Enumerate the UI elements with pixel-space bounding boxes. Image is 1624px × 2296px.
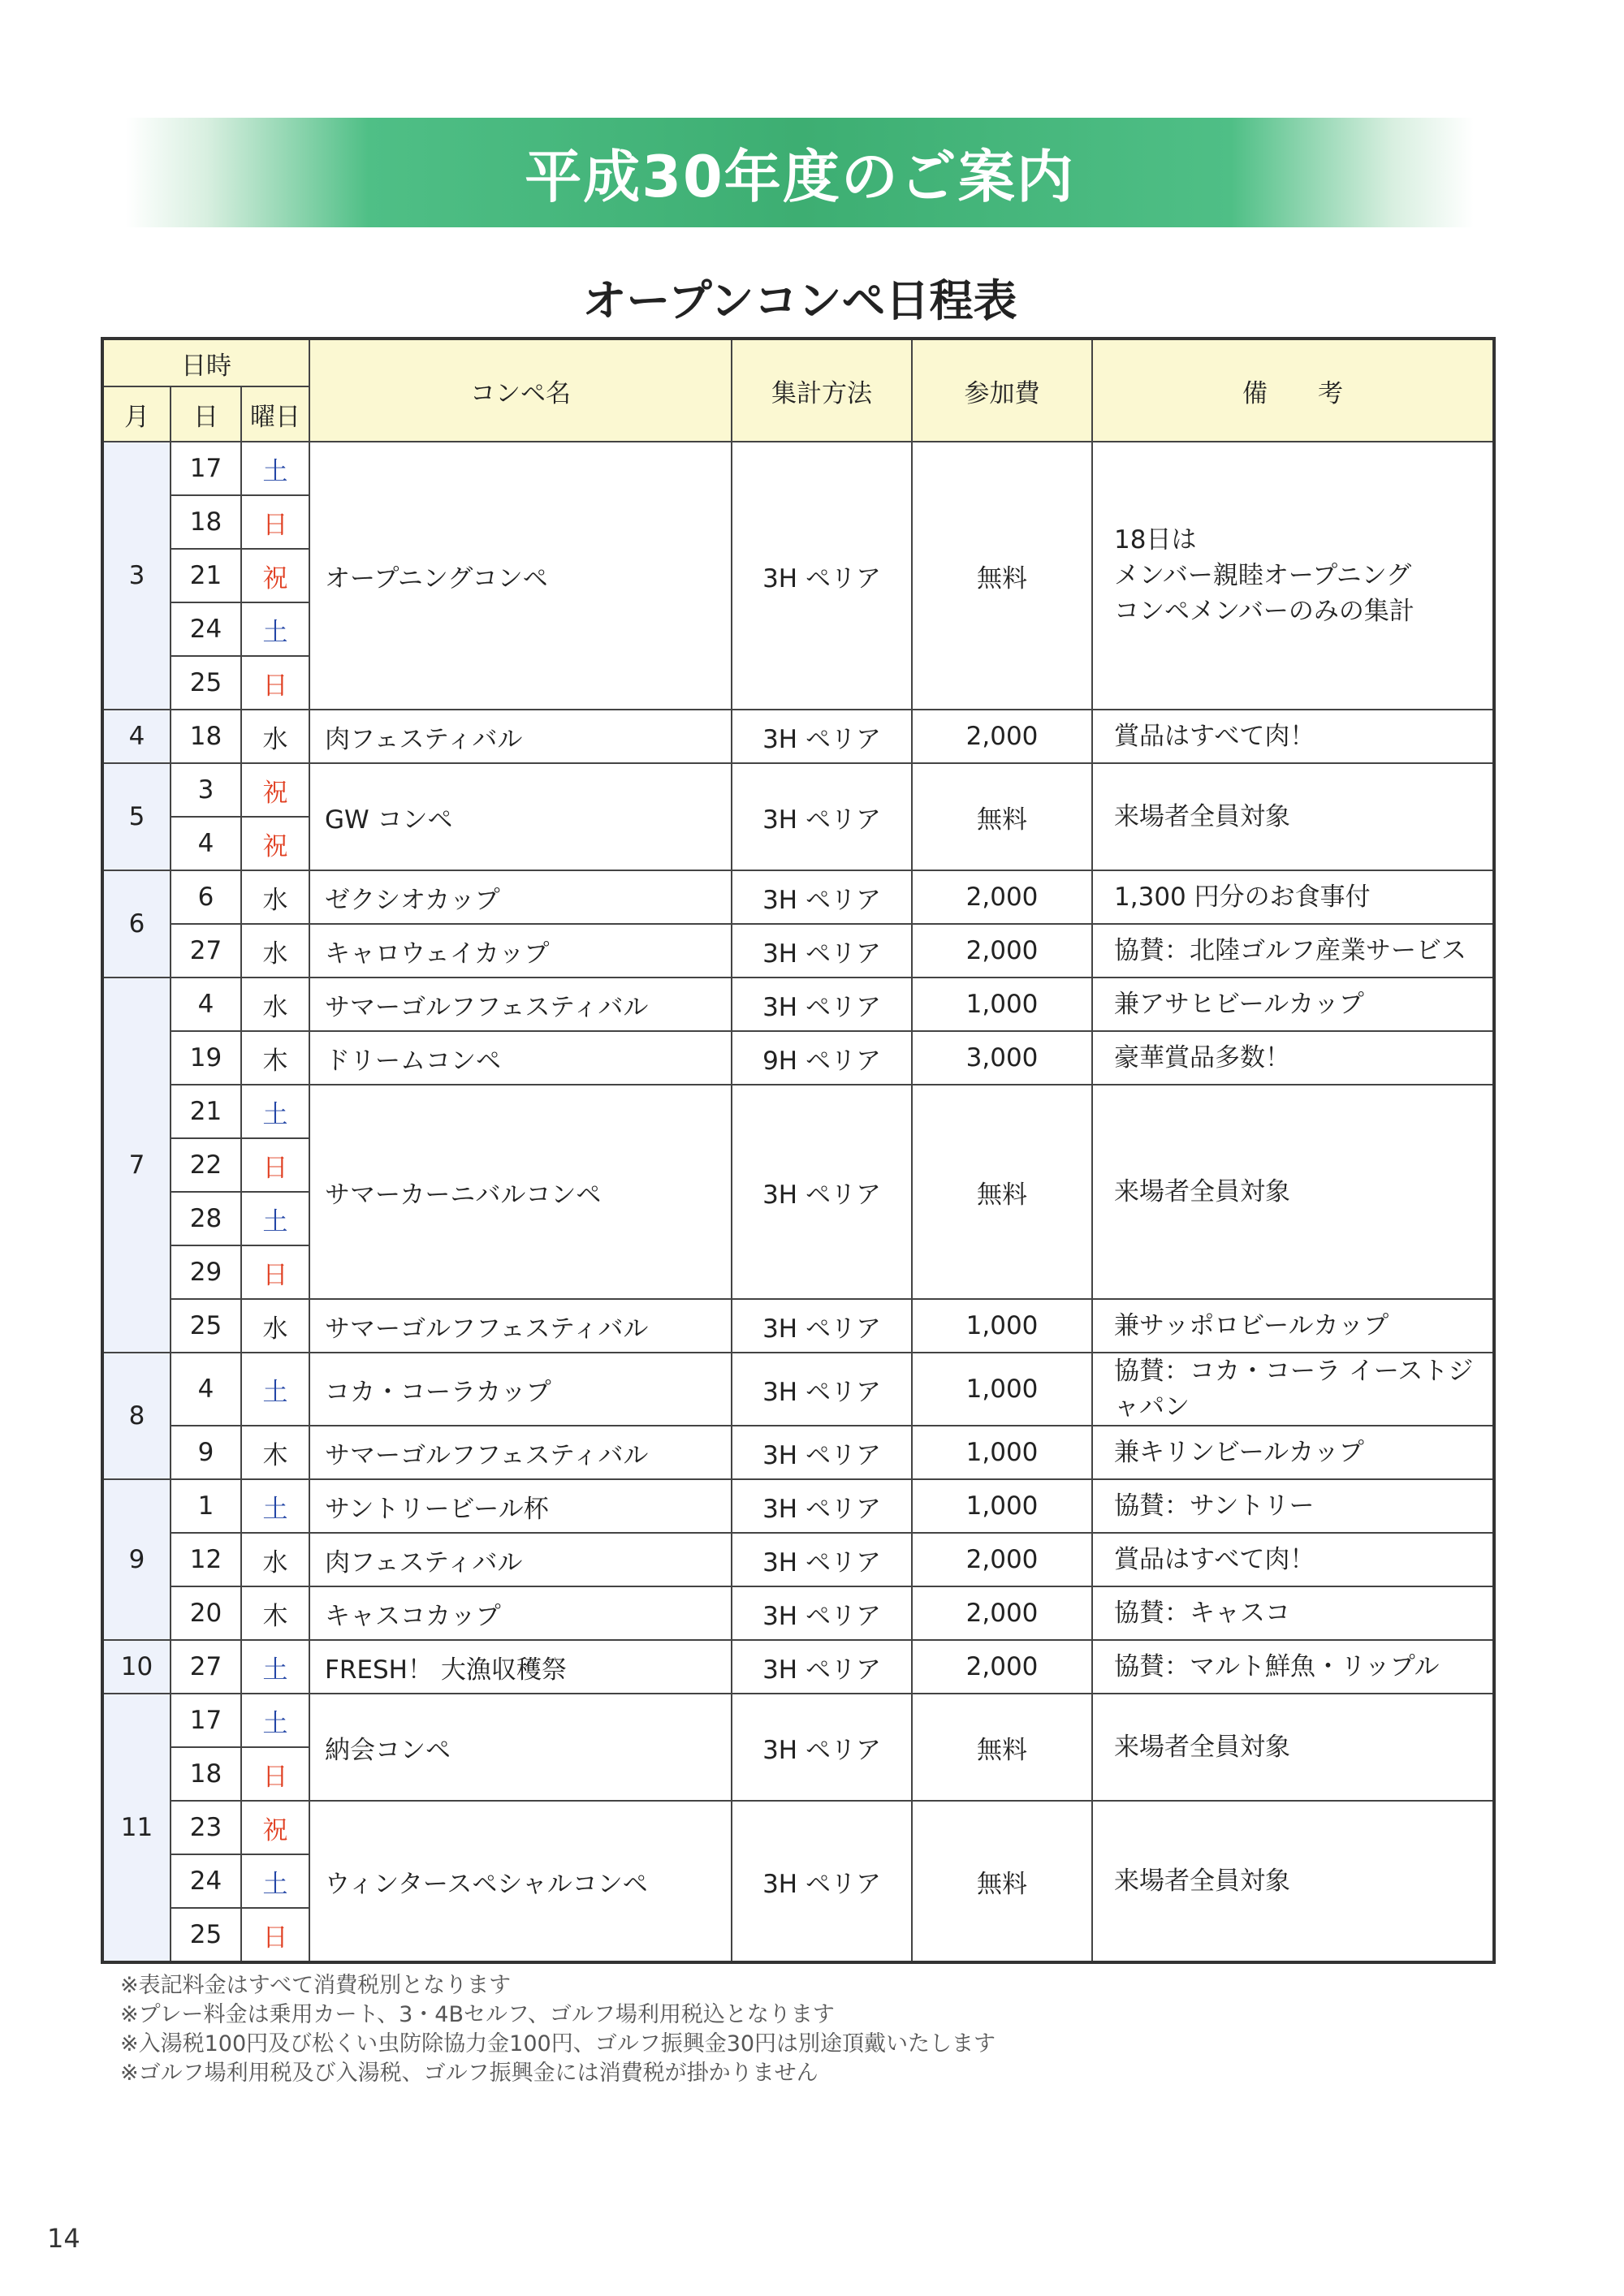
cell-day: 18 — [171, 710, 241, 763]
header-fee: 参加費 — [912, 339, 1092, 442]
table-row — [102, 1533, 1494, 1586]
cell-day: 24 — [171, 1854, 241, 1908]
cell-method: 3H ペリア — [732, 1426, 912, 1479]
cell-fee: 2,000 — [912, 1640, 1092, 1694]
cell-weekday: 水 — [241, 870, 309, 924]
cell-event-name: サマーゴルフフェスティバル — [309, 1299, 732, 1353]
cell-weekday: 日 — [241, 495, 309, 549]
header-day: 日 — [171, 386, 241, 442]
table-row — [102, 1694, 1494, 1747]
cell-weekday: 土 — [241, 1694, 309, 1747]
cell-note: 来場者全員対象 — [1092, 1801, 1494, 1962]
cell-method: 3H ペリア — [732, 1353, 912, 1426]
table-row — [102, 1299, 1494, 1353]
cell-day: 6 — [171, 870, 241, 924]
cell-day: 17 — [171, 1694, 241, 1747]
table-row — [102, 1479, 1494, 1533]
cell-fee: 無料 — [912, 442, 1092, 710]
cell-method: 3H ペリア — [732, 870, 912, 924]
cell-fee: 1,000 — [912, 1479, 1092, 1533]
table-row — [102, 978, 1494, 1031]
table-row — [102, 1353, 1494, 1426]
cell-month: 6 — [102, 870, 171, 978]
cell-event-name: キャスコカップ — [309, 1586, 732, 1640]
cell-event-name: GW コンペ — [309, 763, 732, 870]
cell-fee: 2,000 — [912, 924, 1092, 978]
cell-weekday: 水 — [241, 978, 309, 1031]
footnote: ※プレー料金は乗用カート、3・4Bセルフ、ゴルフ場利用税込となります — [120, 2002, 835, 2027]
table-row — [102, 1426, 1494, 1479]
cell-weekday: 日 — [241, 1747, 309, 1801]
cell-fee: 2,000 — [912, 1586, 1092, 1640]
cell-day: 18 — [171, 495, 241, 549]
cell-fee: 1,000 — [912, 1353, 1092, 1426]
cell-note: 兼キリンビールカップ — [1092, 1426, 1494, 1479]
cell-month: 10 — [102, 1640, 171, 1694]
cell-method: 3H ペリア — [732, 710, 912, 763]
cell-note: 18日は メンバー親睦オープニング コンペメンバーのみの集計 — [1092, 442, 1494, 710]
table-row — [102, 1586, 1494, 1640]
cell-day: 22 — [171, 1138, 241, 1192]
cell-weekday: 土 — [241, 1479, 309, 1533]
cell-day: 25 — [171, 1908, 241, 1962]
cell-fee: 2,000 — [912, 1533, 1092, 1586]
cell-event-name: ウィンタースペシャルコンペ — [309, 1801, 732, 1962]
cell-day: 28 — [171, 1192, 241, 1245]
header-event-name: コンペ名 — [309, 339, 732, 442]
schedule-title: オープンコンペ日程表 — [582, 275, 1017, 326]
cell-day: 4 — [171, 1353, 241, 1426]
cell-method: 3H ペリア — [732, 1586, 912, 1640]
title-banner — [126, 118, 1474, 227]
cell-day: 4 — [171, 978, 241, 1031]
cell-method: 3H ペリア — [732, 763, 912, 870]
cell-weekday: 土 — [241, 602, 309, 656]
cell-event-name: ゼクシオカップ — [309, 870, 732, 924]
cell-method: 3H ペリア — [732, 1694, 912, 1801]
cell-day: 9 — [171, 1426, 241, 1479]
table-row — [102, 710, 1494, 763]
cell-month: 4 — [102, 710, 171, 763]
header-notes: 備 考 — [1092, 339, 1494, 442]
cell-day: 20 — [171, 1586, 241, 1640]
cell-event-name: サマーゴルフフェスティバル — [309, 978, 732, 1031]
cell-fee: 無料 — [912, 1801, 1092, 1962]
cell-method: 3H ペリア — [732, 978, 912, 1031]
cell-month: 3 — [102, 442, 171, 710]
cell-day: 29 — [171, 1245, 241, 1299]
cell-day: 27 — [171, 924, 241, 978]
cell-day: 25 — [171, 656, 241, 710]
cell-note: 兼サッポロビールカップ — [1092, 1299, 1494, 1353]
table-row — [102, 1801, 1494, 1854]
cell-event-name: キャロウェイカップ — [309, 924, 732, 978]
cell-weekday: 水 — [241, 710, 309, 763]
cell-method: 3H ペリア — [732, 924, 912, 978]
cell-fee: 無料 — [912, 1694, 1092, 1801]
schedule-body — [102, 442, 1494, 1962]
cell-day: 23 — [171, 1801, 241, 1854]
cell-note: 1,300 円分のお食事付 — [1092, 870, 1494, 924]
cell-note: 来場者全員対象 — [1092, 763, 1494, 870]
cell-note: 協賛：マルト鮮魚・リップル — [1092, 1640, 1494, 1694]
table-row — [102, 870, 1494, 924]
cell-month: 9 — [102, 1479, 171, 1640]
cell-weekday: 木 — [241, 1426, 309, 1479]
cell-event-name: コカ・コーラカップ — [309, 1353, 732, 1426]
cell-note: 賞品はすべて肉！ — [1092, 1533, 1494, 1586]
cell-weekday: 土 — [241, 1640, 309, 1694]
footnotes — [120, 1971, 996, 2088]
schedule-table — [101, 337, 1496, 1964]
cell-day: 27 — [171, 1640, 241, 1694]
cell-method: 3H ペリア — [732, 442, 912, 710]
table-row — [102, 1085, 1494, 1138]
cell-weekday: 土 — [241, 1854, 309, 1908]
cell-month: 11 — [102, 1694, 171, 1962]
page-title: 平成30年度のご案内 — [525, 144, 1075, 210]
cell-note: 協賛：コカ・コーラ イーストジャパン — [1092, 1353, 1494, 1426]
cell-note: 協賛：北陸ゴルフ産業サービス — [1092, 924, 1494, 978]
cell-day: 17 — [171, 442, 241, 495]
cell-note: 賞品はすべて肉！ — [1092, 710, 1494, 763]
cell-event-name: オープニングコンペ — [309, 442, 732, 710]
cell-day: 12 — [171, 1533, 241, 1586]
cell-weekday: 土 — [241, 1085, 309, 1138]
cell-note: 豪華賞品多数！ — [1092, 1031, 1494, 1085]
cell-event-name: ドリームコンペ — [309, 1031, 732, 1085]
cell-method: 3H ペリア — [732, 1533, 912, 1586]
header-datetime: 日時 — [102, 339, 309, 386]
cell-month: 5 — [102, 763, 171, 870]
cell-fee: 1,000 — [912, 978, 1092, 1031]
cell-fee: 2,000 — [912, 870, 1092, 924]
cell-event-name: FRESH！ 大漁収穫祭 — [309, 1640, 732, 1694]
cell-fee: 無料 — [912, 1085, 1092, 1299]
cell-weekday: 水 — [241, 924, 309, 978]
cell-fee: 1,000 — [912, 1299, 1092, 1353]
cell-note: 協賛：サントリー — [1092, 1479, 1494, 1533]
cell-weekday: 土 — [241, 1353, 309, 1426]
cell-note: 兼アサヒビールカップ — [1092, 978, 1494, 1031]
cell-weekday: 祝 — [241, 1801, 309, 1854]
table-row — [102, 924, 1494, 978]
cell-month: 7 — [102, 978, 171, 1353]
cell-method: 3H ペリア — [732, 1640, 912, 1694]
cell-day: 1 — [171, 1479, 241, 1533]
footnote: ※ゴルフ場利用税及び入湯税、ゴルフ振興金には消費税が掛かりません — [120, 2061, 818, 2086]
cell-event-name: 肉フェスティバル — [309, 710, 732, 763]
header-weekday: 曜日 — [241, 386, 309, 442]
cell-weekday: 水 — [241, 1299, 309, 1353]
cell-weekday: 祝 — [241, 549, 309, 602]
cell-day: 3 — [171, 763, 241, 817]
cell-day: 25 — [171, 1299, 241, 1353]
page-number: 14 — [47, 2223, 80, 2254]
cell-fee: 2,000 — [912, 710, 1092, 763]
cell-weekday: 木 — [241, 1586, 309, 1640]
cell-weekday: 日 — [241, 1138, 309, 1192]
table-row — [102, 763, 1494, 817]
cell-fee: 1,000 — [912, 1426, 1092, 1479]
cell-weekday: 日 — [241, 1245, 309, 1299]
cell-weekday: 土 — [241, 442, 309, 495]
cell-note: 来場者全員対象 — [1092, 1694, 1494, 1801]
table-row — [102, 1640, 1494, 1694]
cell-method: 3H ペリア — [732, 1801, 912, 1962]
cell-day: 24 — [171, 602, 241, 656]
cell-day: 18 — [171, 1747, 241, 1801]
cell-weekday: 水 — [241, 1533, 309, 1586]
cell-note: 来場者全員対象 — [1092, 1085, 1494, 1299]
table-row — [102, 442, 1494, 495]
cell-method: 3H ペリア — [732, 1085, 912, 1299]
footnote: ※表記料金はすべて消費税別となります — [120, 1973, 512, 1998]
cell-event-name: サマーゴルフフェスティバル — [309, 1426, 732, 1479]
cell-weekday: 日 — [241, 1908, 309, 1962]
footnote: ※入湯税100円及び松くい虫防除協力金100円、ゴルフ振興金30円は別途頂戴いたします — [120, 2031, 996, 2056]
cell-note: 協賛：キャスコ — [1092, 1586, 1494, 1640]
cell-day: 21 — [171, 549, 241, 602]
cell-weekday: 祝 — [241, 817, 309, 870]
cell-event-name: 肉フェスティバル — [309, 1533, 732, 1586]
cell-fee: 無料 — [912, 763, 1092, 870]
cell-weekday: 日 — [241, 656, 309, 710]
cell-month: 8 — [102, 1353, 171, 1479]
cell-fee: 3,000 — [912, 1031, 1092, 1085]
cell-day: 4 — [171, 817, 241, 870]
cell-method: 9H ペリア — [732, 1031, 912, 1085]
cell-event-name: 納会コンペ — [309, 1694, 732, 1801]
header-method: 集計方法 — [732, 339, 912, 442]
cell-weekday: 木 — [241, 1031, 309, 1085]
cell-day: 19 — [171, 1031, 241, 1085]
cell-day: 21 — [171, 1085, 241, 1138]
cell-event-name: サマーカーニバルコンペ — [309, 1085, 732, 1299]
table-row — [102, 1031, 1494, 1085]
cell-event-name: サントリービール杯 — [309, 1479, 732, 1533]
cell-weekday: 土 — [241, 1192, 309, 1245]
cell-method: 3H ペリア — [732, 1299, 912, 1353]
cell-method: 3H ペリア — [732, 1479, 912, 1533]
header-month: 月 — [102, 386, 171, 442]
cell-weekday: 祝 — [241, 763, 309, 817]
